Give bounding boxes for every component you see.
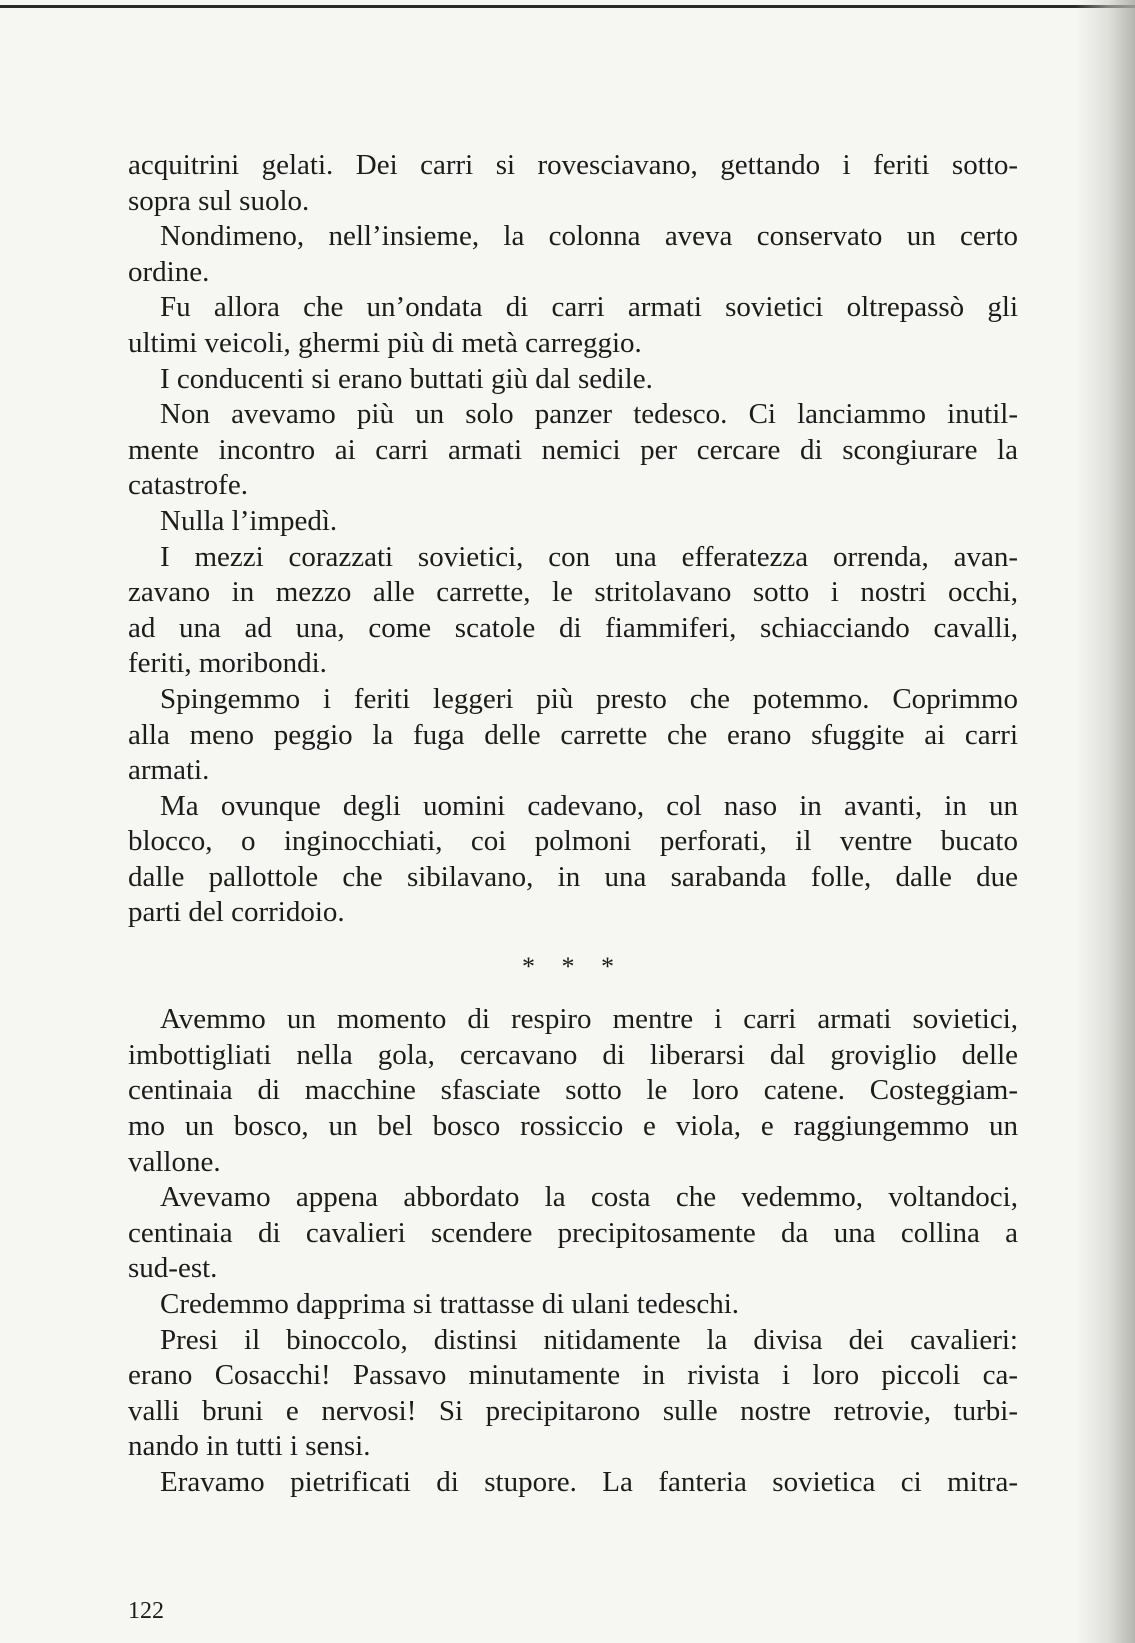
text-line: parti del corridoio.: [128, 896, 345, 929]
text-line: ordine.: [128, 255, 210, 288]
text-line: ultimi veicoli, ghermi più di metà carreggio.: [128, 326, 642, 359]
section-break: * * *: [522, 952, 624, 982]
top-rule: [0, 5, 1135, 8]
body-text: [128, 148, 1018, 1501]
text-line: Credemmo dapprima si trattasse di ulani tedeschi.: [160, 1288, 740, 1320]
text-line: zavano in mezzo alle carrette, le stritolavano sotto i nostri occhi,: [128, 576, 1018, 609]
text-line: I mezzi corazzati sovietici, con una efferatezza orrenda, avan-: [160, 540, 1018, 573]
text-line: blocco, o inginocchiati, coi polmoni perforati, il ventre bucato: [128, 825, 1018, 858]
text-line: feriti, moribondi.: [128, 647, 327, 680]
text-line: alla meno peggio la fuga delle carrette che erano sfuggite ai carri: [128, 718, 1018, 751]
text-line: Fu allora che un’ondata di carri armati sovietici oltrepassò gli: [160, 291, 1018, 324]
text-line: Eravamo pietrificati di stupore. La fanteria sovietica ci mitra-: [160, 1465, 1018, 1498]
text-line: sopra sul suolo.: [128, 184, 310, 217]
text-line: mo un bosco, un bel bosco rossiccio e viola, e raggiungemmo un: [128, 1110, 1018, 1143]
text-line: imbottigliati nella gola, cercavano di liberarsi dal groviglio delle: [128, 1038, 1018, 1071]
text-line: Spingemmo i feriti leggeri più presto che potemmo. Coprimmo: [160, 682, 1018, 715]
text-line: centinaia di cavalieri scendere precipitosamente da una collina a: [128, 1216, 1018, 1249]
text-line: nando in tutti i sensi.: [128, 1430, 371, 1463]
text-line: Ma ovunque degli uomini cadevano, col naso in avanti, in un: [160, 789, 1018, 822]
text-line: mente incontro ai carri armati nemici per cercare di scongiurare la: [128, 433, 1018, 466]
text-line: Nondimeno, nell’insieme, la colonna aveva conservato un certo: [160, 220, 1018, 253]
text-line: erano Cosacchi! Passavo minutamente in rivista i loro piccoli ca-: [128, 1359, 1018, 1392]
text-line: vallone.: [128, 1145, 221, 1178]
text-line: sud-est.: [128, 1252, 218, 1285]
text-line: Non avevamo più un solo panzer tedesco. Ci lanciammo inutil-: [160, 398, 1018, 431]
text-line: valli bruni e nervosi! Si precipitarono sulle nostre retrovie, turbi-: [128, 1394, 1018, 1427]
text-line: centinaia di macchine sfasciate sotto le loro catene. Costeggiam-: [128, 1074, 1018, 1107]
text-line: Avevamo appena abbordato la costa che vedemmo, voltandoci,: [160, 1181, 1018, 1214]
text-line: I conducenti si erano buttati giù dal sedile.: [160, 362, 653, 395]
text-line: Avemmo un momento di respiro mentre i carri armati sovietici,: [160, 1003, 1018, 1036]
text-line: Nulla l’impedì.: [160, 504, 338, 537]
text-line: acquitrini gelati. Dei carri si rovesciavano, gettando i feriti sotto-: [128, 149, 1018, 181]
page-number: 122: [128, 1598, 164, 1624]
text-line: dalle pallottole che sibilavano, in una sarabanda folle, dalle due: [128, 860, 1018, 893]
text-line: ad una ad una, come scatole di fiammiferi, schiacciando cavalli,: [128, 611, 1018, 644]
text-line: Presi il binoccolo, distinsi nitidamente la divisa dei cavalieri:: [160, 1323, 1018, 1356]
text-line: catastrofe.: [128, 469, 248, 502]
binding-shadow: [1075, 0, 1135, 1643]
text-line: armati.: [128, 754, 210, 787]
